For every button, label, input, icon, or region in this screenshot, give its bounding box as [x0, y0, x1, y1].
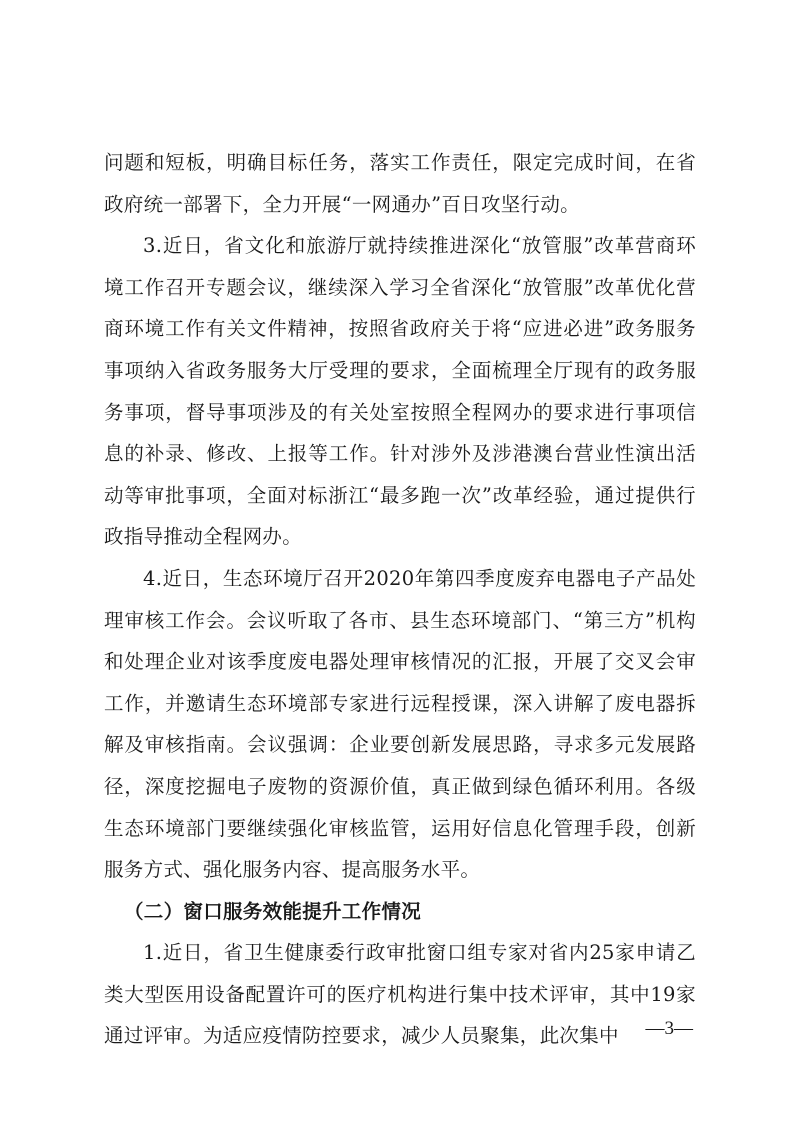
- document-body: [104, 142, 696, 1057]
- page-number: —3—: [645, 1018, 693, 1039]
- paragraph-item-3: 3.近日，省文化和旅游厅就持续推进深化“放管服”改革营商环境工作召开专题会议，继续深入学习全省深化“放管服”改革优化营商环境工作有关文件精神，按照省政府关于将“应进必进”政务服务事项纳入省政务服务大厅受理的要求，全面梳理全厅现有的政务服务事项，督导事项涉及的有关处室按照全程网办的要求进行事项信息的补录、修改、上报等工作。针对涉外及涉港澳台营业性演出活动等审批事项，全面对标浙江“最多跑一次”改革经验，通过提供行政指导推动全程网办。: [104, 234, 696, 549]
- paragraph-item-4: 4.近日，生态环境厅召开2020年第四季度废弃电器电子产品处理审核工作会。会议听取了各市、县生态环境部门、“第三方”机构和处理企业对该季度废电器处理审核情况的汇报，开展了交叉会审工作，并邀请生态环境部专家进行远程授课，深入讲解了废电器拆解及审核指南。会议强调：企业要创新发展思路，寻求多元发展路径，深度挖掘电子废物的资源价值，真正做到绿色循环利用。各级生态环境部门要继续强化审核监管，运用好信息化管理手段，创新服务方式、强化服务内容、提高服务水平。: [104, 566, 696, 882]
- section-paragraph-item-1: 1.近日，省卫生健康委行政审批窗口组专家对省内25家申请乙类大型医用设备配置许可的医疗机构进行集中技术评审，其中19家通过评审。为适应疫情防控要求，减少人员聚集，此次集中: [104, 941, 696, 1048]
- section-heading: （二）窗口服务效能提升工作情况: [124, 899, 422, 923]
- paragraph-continuation: 问题和短板，明确目标任务，落实工作责任，限定完成时间，在省政府统一部署下，全力开展“一网通办”百日攻坚行动。: [104, 151, 696, 216]
